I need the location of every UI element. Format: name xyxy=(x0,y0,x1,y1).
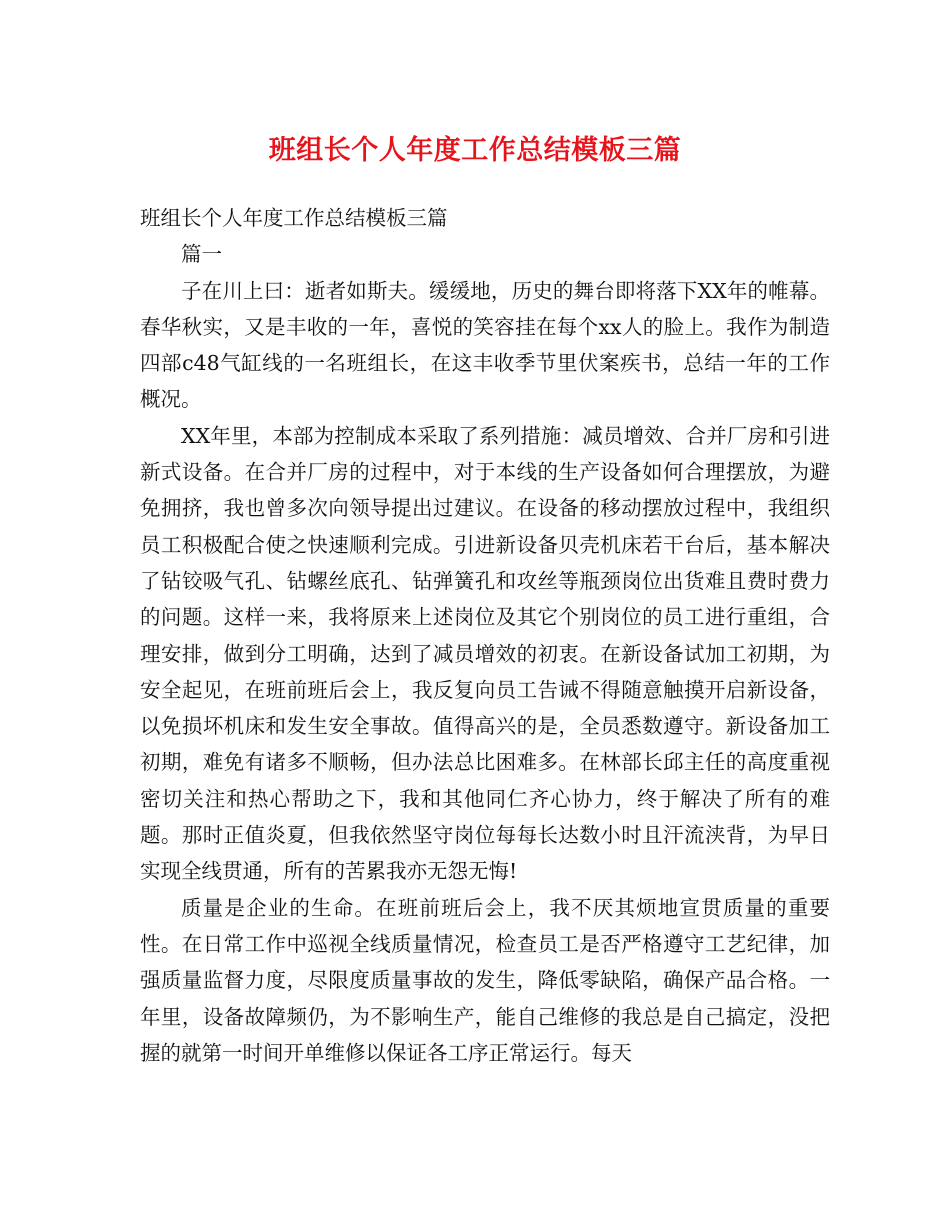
document-subtitle: 班组长个人年度工作总结模板三篇 xyxy=(140,206,448,230)
document-title: 班组长个人年度工作总结模板三篇 xyxy=(268,135,682,166)
section-heading: 篇一 xyxy=(181,242,222,267)
document-body xyxy=(140,200,830,1071)
paragraph: XX年里，本部为控制成本采取了系列措施：减员增效、合并厂房和引进新式设备。在合并厂房的过程中，对于本线的生产设备如何合理摆放，为避免拥挤，我也曾多次向领导提出过建议。在设备的移动摆放过程中，我组织员工积极配合使之快速顺利完成。引进新设备贝壳机床若干台后，基本解决了钻铰吸气孔、钻螺丝底孔、钻弹簧孔和攻丝等瓶颈岗位出货难且费时费力的问题。这样一来，我将原来上述岗位及其它个别岗位的员工进行重组，合理安排，做到分工明确，达到了减员增效的初衷。在新设备试加工初期，为安全起见，在班前班后会上，我反复向员工告诫不得随意触摸开启新设备，以免损坏机床和发生安全事故。值得高兴的是，全员悉数遵守。新设备加工初期，难免有诸多不顺畅，但办法总比困难多。在林部长邱主任的高度重视密切关注和热心帮助之下，我和其他同仁齐心协力，终于解决了所有的难题。那时正值炎夏，但我依然坚守岗位每每长达数小时且汗流浃背，为早日实现全线贯通，所有的苦累我亦无怨无悔! xyxy=(140,423,830,884)
paragraph: 质量是企业的生命。在班前班后会上，我不厌其烦地宣贯质量的重要性。在日常工作中巡视全线质量情况，检查员工是否严格遵守工艺纪律，加强质量监督力度，尽限度质量事故的发生，降低零缺陷，确保产品合格。一年里，设备故障频仍，为不影响生产，能自己维修的我总是自己搞定，没把握的就第一时间开单维修以保证各工序正常运行。每天 xyxy=(140,895,830,1065)
paragraph: 子在川上曰：逝者如斯夫。缓缓地，历史的舞台即将落下XX年的帷幕。春华秋实，又是丰收的一年，喜悦的笑容挂在每个xx人的脸上。我作为制造四部c48气缸线的一名班组长，在这丰收季节里伏案疾书，总结一年的工作概况。 xyxy=(140,278,830,412)
